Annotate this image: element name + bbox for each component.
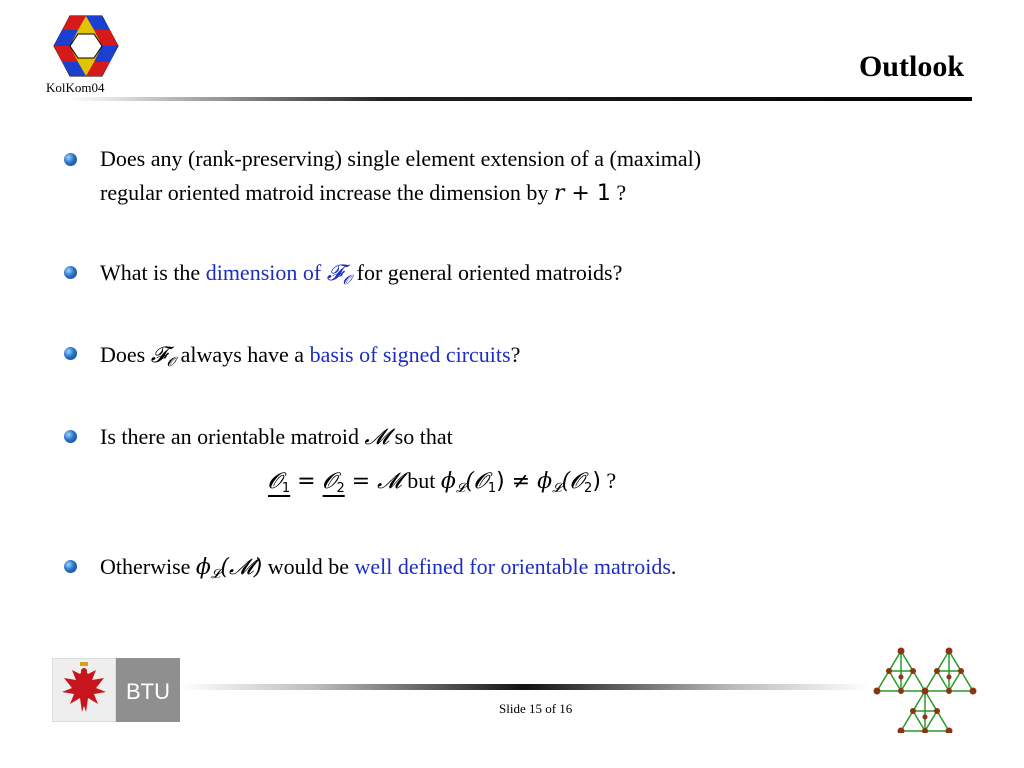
item-text: would be [262, 554, 355, 579]
bullet-icon [64, 347, 77, 360]
math-symbol: 𝓞 [322, 469, 337, 494]
slide-counter: Slide 15 of 16 [499, 701, 573, 716]
math-symbol: ϕ [195, 555, 211, 580]
list-item [100, 338, 520, 380]
item-text: Does any (rank-preserving) single element extension of a (maximal) [100, 146, 702, 171]
list-item [100, 256, 622, 298]
title-divider [70, 97, 972, 101]
math-term [322, 468, 345, 496]
math-subscript: 1 [281, 481, 291, 496]
display-formula [268, 468, 616, 496]
math-symbol: ϕ [537, 469, 553, 494]
item-text: Is there an orientable matroid [100, 424, 365, 449]
item-text: always have a [175, 342, 310, 367]
item-text: What is the [100, 260, 206, 285]
formula-text: but [401, 468, 441, 493]
btu-logo-text: BTU [126, 679, 170, 704]
math-symbol: ) [496, 469, 505, 494]
math-symbol: 𝓜 [364, 425, 390, 450]
math-symbol: ) [592, 469, 601, 494]
item-text: so that [389, 424, 453, 449]
math-subscript: 𝓛 [455, 481, 466, 496]
math-symbol: (𝓞 [561, 469, 585, 494]
kolkom-logo [50, 12, 122, 80]
math-symbol: 𝓕 [150, 343, 167, 368]
formula-text: ? [600, 468, 617, 493]
bullet-icon [64, 430, 77, 443]
item-text: ? [510, 342, 521, 367]
highlight-text: dimension of [205, 260, 327, 285]
math-subscript: 𝓞 [166, 355, 176, 370]
list-item [100, 550, 676, 592]
item-text: for general oriented matroids? [351, 260, 623, 285]
bullet-icon [64, 560, 77, 573]
math-subscript: 2 [584, 481, 593, 496]
highlight-text: well defined for orientable matroids [354, 554, 671, 579]
item-text: ? [610, 180, 627, 205]
item-text: Does [100, 342, 151, 367]
list-item [100, 420, 453, 455]
item-text: . [670, 554, 677, 579]
item-text: regular oriented matroid increase the dimension by [100, 180, 554, 205]
math-symbol: ϕ [440, 469, 456, 494]
math-symbol: r [553, 181, 565, 206]
math-symbol: (𝓞 [465, 469, 488, 494]
math-subscript: 1 [487, 481, 497, 496]
item-text: Otherwise [100, 554, 196, 579]
math-symbol: (𝓜) [220, 555, 263, 580]
math-symbol: + 1 [564, 181, 611, 206]
footer-divider [180, 684, 870, 690]
list-item [100, 142, 701, 211]
bullet-icon [64, 266, 77, 279]
math-term [268, 468, 291, 496]
math-symbol: = [290, 469, 323, 494]
highlight-text: basis of signed circuits [309, 342, 511, 367]
math-symbol: = 𝓜 [344, 469, 402, 494]
slide-title: Outlook [858, 50, 964, 83]
math-subscript: 𝓞 [342, 273, 352, 288]
math-symbol: ≠ [504, 469, 538, 494]
math-subscript: 𝓛 [210, 567, 221, 582]
btu-logo [52, 658, 180, 722]
brand-label: KolKom04 [46, 80, 105, 95]
triangle-graph-logo [873, 647, 977, 733]
math-symbol: 𝓕 [326, 261, 343, 286]
math-subscript: 2 [336, 481, 345, 496]
bullet-icon [64, 153, 77, 166]
math-subscript: 𝓛 [552, 481, 562, 496]
math-symbol: 𝓞 [268, 469, 282, 494]
